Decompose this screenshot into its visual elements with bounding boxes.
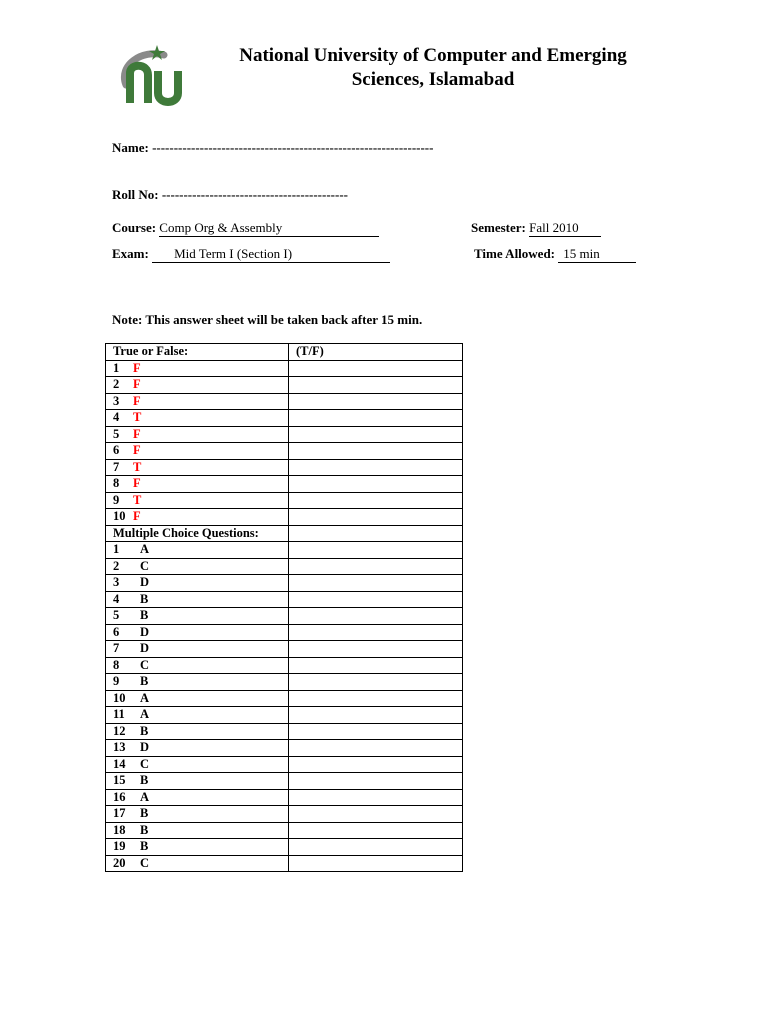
question-number: 4	[113, 410, 120, 424]
student-answer-cell	[289, 707, 463, 724]
answer-value: B	[140, 773, 149, 787]
student-answer-cell	[289, 657, 463, 674]
question-number: 6	[113, 624, 120, 639]
student-answer-cell	[289, 773, 463, 790]
table-row	[106, 855, 463, 872]
question-number: 9	[113, 674, 120, 688]
student-answer-cell	[289, 459, 463, 476]
answer-value: B	[140, 806, 149, 820]
semester-row	[471, 220, 601, 237]
answer-value: D	[140, 575, 150, 589]
answer-cell	[106, 558, 289, 575]
answer-cell	[106, 575, 289, 592]
table-row	[106, 476, 463, 493]
student-answer-cell	[289, 509, 463, 526]
question-number: 8	[113, 657, 120, 672]
semester-label: Semester:	[471, 220, 526, 235]
student-answer-cell	[289, 542, 463, 559]
table-row	[106, 707, 463, 724]
answer-cell	[106, 690, 289, 707]
answer-cell	[106, 542, 289, 559]
answer-value: C	[140, 855, 150, 870]
answer-value: A	[140, 542, 150, 556]
answer-value: C	[140, 558, 150, 573]
roll-no-field: Roll No: -------------------------------------------	[112, 187, 348, 202]
answer-cell	[106, 360, 289, 377]
answer-value: C	[140, 657, 150, 672]
student-answer-cell	[289, 410, 463, 427]
exam-label: Exam:	[112, 246, 149, 261]
answer-cell	[106, 657, 289, 674]
table-row	[106, 575, 463, 592]
student-answer-cell	[289, 839, 463, 856]
answer-value: T	[133, 492, 142, 507]
student-answer-cell	[289, 756, 463, 773]
university-title-line2: Sciences, Islamabad	[351, 69, 515, 90]
student-answer-cell	[289, 426, 463, 443]
question-number: 7	[113, 459, 120, 474]
question-number: 19	[113, 839, 126, 853]
question-number: 3	[113, 393, 120, 408]
answer-cell	[106, 426, 289, 443]
question-number: 6	[113, 443, 120, 457]
student-answer-cell	[289, 558, 463, 575]
answer-cell	[106, 459, 289, 476]
table-row	[106, 509, 463, 526]
table-row	[106, 492, 463, 509]
answer-value: D	[140, 641, 150, 655]
time-allowed-value: 15 min	[558, 247, 636, 263]
answer-cell	[106, 707, 289, 724]
answer-value: B	[140, 839, 149, 853]
student-answer-cell	[289, 492, 463, 509]
table-row	[106, 789, 463, 806]
answer-cell	[106, 822, 289, 839]
table-row	[106, 806, 463, 823]
answer-cell	[106, 410, 289, 427]
table-row	[106, 773, 463, 790]
course-row	[112, 220, 379, 237]
student-answer-cell	[289, 855, 463, 872]
student-answer-cell	[289, 641, 463, 658]
answer-value: F	[133, 377, 141, 391]
answer-value: B	[140, 822, 149, 837]
university-title	[200, 44, 666, 92]
table-row	[106, 426, 463, 443]
answer-cell	[106, 492, 289, 509]
table-row	[106, 657, 463, 674]
answer-value: T	[133, 410, 142, 424]
question-number: 1	[113, 360, 120, 375]
table-row	[106, 410, 463, 427]
question-number: 16	[113, 789, 126, 804]
table-row	[106, 756, 463, 773]
answer-value: F	[133, 393, 141, 408]
answer-value: B	[140, 723, 149, 738]
table-row	[106, 608, 463, 625]
student-answer-cell	[289, 575, 463, 592]
table-row	[106, 822, 463, 839]
student-answer-cell	[289, 624, 463, 641]
question-number: 17	[113, 806, 126, 820]
answer-cell	[106, 624, 289, 641]
exam-row	[112, 246, 390, 263]
student-answer-cell	[289, 723, 463, 740]
answer-value: F	[133, 476, 141, 490]
answer-value: F	[133, 443, 141, 457]
table-row	[106, 839, 463, 856]
exam-value: Mid Term I (Section I)	[152, 247, 390, 263]
question-number: 18	[113, 822, 126, 837]
question-number: 2	[113, 558, 120, 573]
semester-value: Fall 2010	[529, 221, 601, 237]
question-number: 13	[113, 740, 126, 754]
table-row	[106, 377, 463, 394]
question-number: 10	[113, 509, 126, 523]
student-answer-cell	[289, 740, 463, 757]
question-number: 9	[113, 492, 120, 507]
table-row	[106, 624, 463, 641]
student-answer-cell	[289, 377, 463, 394]
student-answer-cell	[289, 608, 463, 625]
table-row	[106, 344, 463, 361]
time-allowed-label: Time Allowed:	[474, 246, 556, 261]
question-number: 11	[113, 707, 125, 721]
table-row	[106, 360, 463, 377]
answer-value: F	[133, 426, 141, 441]
table-row	[106, 558, 463, 575]
table-row	[106, 459, 463, 476]
table-row	[106, 443, 463, 460]
answer-cell	[106, 476, 289, 493]
table-row	[106, 690, 463, 707]
student-answer-cell	[289, 360, 463, 377]
question-number: 8	[113, 476, 120, 490]
table-row	[106, 674, 463, 691]
answer-value: A	[140, 789, 150, 804]
table-row	[106, 740, 463, 757]
answer-cell	[106, 641, 289, 658]
answer-value: F	[133, 360, 141, 375]
table-row	[106, 591, 463, 608]
student-answer-cell	[289, 822, 463, 839]
university-title-line1: National University of Computer and Emerging	[239, 45, 627, 66]
table-row	[106, 393, 463, 410]
student-answer-cell	[289, 690, 463, 707]
time-allowed-row	[474, 246, 636, 263]
university-logo	[112, 45, 192, 111]
course-label: Course:	[112, 220, 157, 235]
student-answer-cell	[289, 476, 463, 493]
name-field: Name: -----------------------------------------------------------------	[112, 140, 434, 155]
question-number: 10	[113, 690, 126, 705]
question-number: 7	[113, 641, 120, 655]
question-number: 15	[113, 773, 126, 787]
student-answer-cell	[289, 591, 463, 608]
answer-cell	[106, 443, 289, 460]
answer-cell	[106, 393, 289, 410]
answer-cell	[106, 839, 289, 856]
answer-cell	[106, 377, 289, 394]
answer-cell	[106, 789, 289, 806]
student-answer-cell	[289, 674, 463, 691]
question-number: 5	[113, 426, 120, 441]
answer-cell	[106, 509, 289, 526]
answer-cell	[106, 723, 289, 740]
answer-cell	[106, 608, 289, 625]
table-row	[106, 723, 463, 740]
answer-value: A	[140, 690, 150, 705]
question-number: 1	[113, 542, 120, 556]
mcq-header: Multiple Choice Questions:	[106, 525, 289, 542]
tf-header: True or False:	[106, 344, 289, 361]
question-number: 20	[113, 855, 126, 870]
answer-cell	[106, 591, 289, 608]
answer-value: C	[140, 756, 150, 771]
note-text: Note: This answer sheet will be taken back after 15 min.	[112, 312, 423, 327]
question-number: 4	[113, 591, 120, 606]
question-number: 5	[113, 608, 120, 622]
student-answer-cell	[289, 789, 463, 806]
tf-col2-header: (T/F)	[289, 344, 463, 361]
mcq-header-col2	[289, 525, 463, 542]
answer-cell	[106, 740, 289, 757]
answer-cell	[106, 756, 289, 773]
answer-cell	[106, 806, 289, 823]
answer-value: D	[140, 740, 150, 754]
answer-cell	[106, 674, 289, 691]
answer-value: F	[133, 509, 141, 523]
question-number: 12	[113, 723, 126, 738]
student-answer-cell	[289, 806, 463, 823]
answer-table	[105, 343, 463, 872]
table-row	[106, 641, 463, 658]
answer-value: D	[140, 624, 150, 639]
question-number: 3	[113, 575, 120, 589]
answer-value: B	[140, 608, 149, 622]
answer-value: T	[133, 459, 142, 474]
table-row	[106, 542, 463, 559]
question-number: 2	[113, 377, 120, 391]
answer-value: B	[140, 591, 149, 606]
question-number: 14	[113, 756, 126, 771]
answer-cell	[106, 773, 289, 790]
table-row	[106, 525, 463, 542]
answer-value: A	[140, 707, 150, 721]
course-value: Comp Org & Assembly	[159, 221, 379, 237]
student-answer-cell	[289, 393, 463, 410]
student-answer-cell	[289, 443, 463, 460]
answer-cell	[106, 855, 289, 872]
answer-value: B	[140, 674, 149, 688]
